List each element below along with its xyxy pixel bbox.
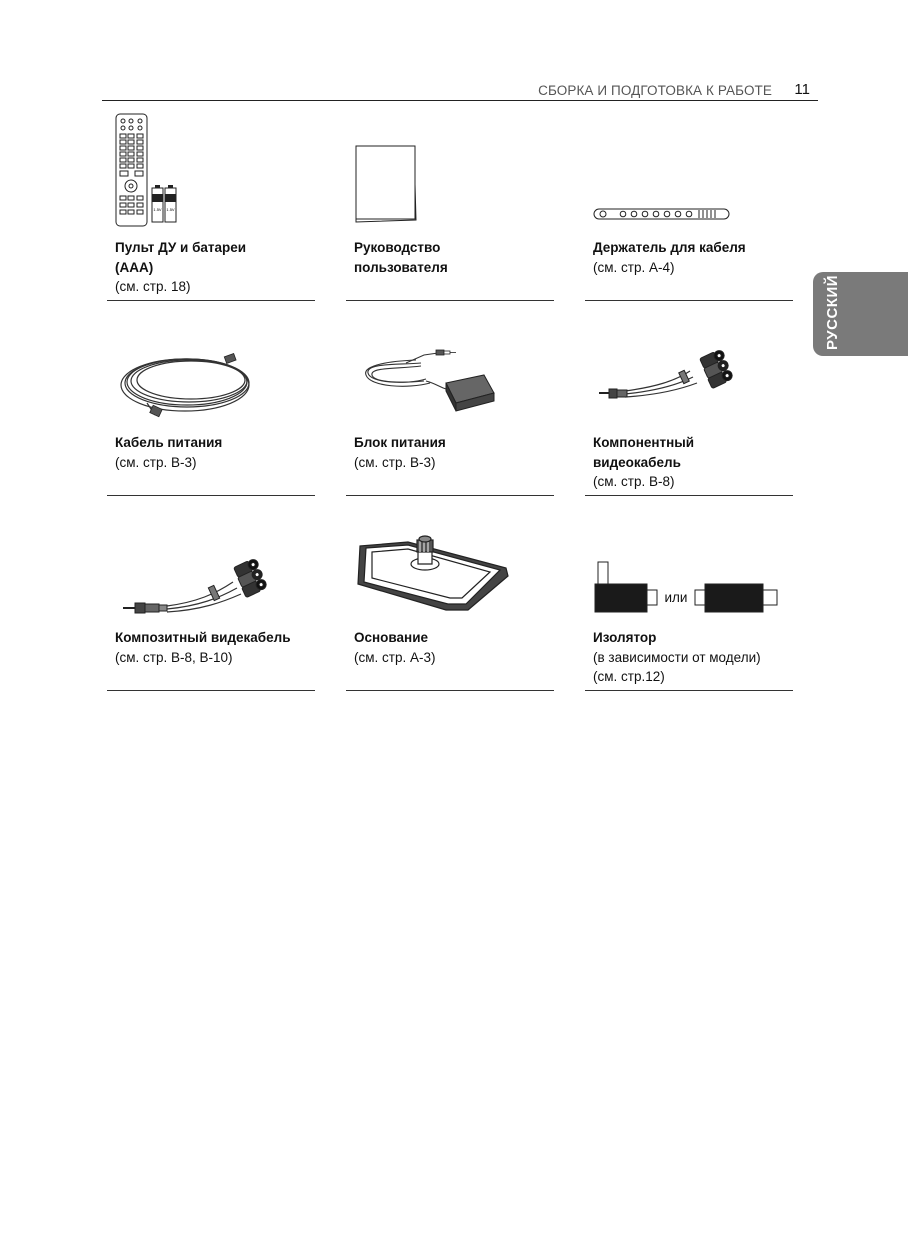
item-reference: (см. стр.12) xyxy=(593,669,665,684)
item-isolator xyxy=(585,498,793,692)
divider xyxy=(346,690,554,691)
item-reference: (см. стр. B-3) xyxy=(354,454,436,470)
item-caption xyxy=(115,238,246,297)
battery-label: 1.5V xyxy=(166,207,175,212)
stand-base-illustration xyxy=(346,498,554,623)
composite-cable-illustration xyxy=(107,498,315,623)
item-caption xyxy=(354,433,446,472)
item-composite-cable xyxy=(107,498,315,692)
divider xyxy=(585,495,793,496)
item-reference: (см. стр. A-3) xyxy=(354,649,436,665)
power-adapter-illustration xyxy=(346,303,554,428)
item-reference: (см. стр. A-4) xyxy=(593,259,675,275)
divider xyxy=(346,495,554,496)
divider xyxy=(346,300,554,301)
item-title: Держатель для кабеля xyxy=(593,240,746,255)
item-title: пользователя xyxy=(354,259,448,275)
item-title: Пульт ДУ и батареи xyxy=(115,240,247,255)
item-caption xyxy=(593,433,694,492)
divider xyxy=(585,300,793,301)
item-caption xyxy=(593,628,761,687)
divider xyxy=(107,495,315,496)
item-stand-base xyxy=(346,498,554,692)
isolator-illustration xyxy=(585,498,793,623)
item-title: (AAA) xyxy=(115,259,154,275)
item-reference: (см. стр. 18) xyxy=(115,279,191,294)
batteries-illustration xyxy=(152,185,176,222)
item-caption xyxy=(593,238,746,277)
divider xyxy=(107,300,315,301)
item-power-adapter xyxy=(346,303,554,497)
remote-control-illustration xyxy=(107,108,315,228)
item-cable-holder xyxy=(585,108,793,302)
divider xyxy=(585,690,793,691)
item-caption xyxy=(115,628,291,667)
item-user-manual xyxy=(346,108,554,302)
item-caption xyxy=(115,433,222,472)
power-cable-illustration xyxy=(107,303,315,428)
page-header xyxy=(102,80,818,101)
item-title: Руководство xyxy=(354,240,441,255)
battery-label: 1.5V xyxy=(153,207,162,212)
item-title: видеокабель xyxy=(593,454,681,470)
item-reference: (в зависимости от модели) xyxy=(593,649,761,665)
section-title: СБОРКА И ПОДГОТОВКА К РАБОТЕ xyxy=(538,83,772,98)
page-number: 11 xyxy=(794,81,810,98)
item-reference: (см. стр. B-3) xyxy=(115,454,197,470)
divider xyxy=(107,690,315,691)
item-title: Композитный видекабель xyxy=(115,630,291,645)
item-reference: (см. стр. B-8, B-10) xyxy=(115,649,233,665)
item-power-cable xyxy=(107,303,315,497)
manual-illustration xyxy=(346,108,554,228)
item-remote-control xyxy=(107,108,315,302)
item-title: Кабель питания xyxy=(115,435,223,450)
item-caption xyxy=(354,628,435,667)
item-title: Основание xyxy=(354,630,428,645)
item-title: Изолятор xyxy=(593,630,657,645)
item-title: Блок питания xyxy=(354,435,446,450)
item-reference: (см. стр. B-8) xyxy=(593,474,675,489)
or-label: или xyxy=(664,590,688,605)
cable-holder-illustration xyxy=(585,108,793,228)
component-cable-illustration xyxy=(585,303,793,428)
item-caption xyxy=(354,238,448,277)
item-title: Компонентный xyxy=(593,435,695,450)
language-tab[interactable] xyxy=(813,272,908,356)
language-tab-label: РУССКИЙ xyxy=(824,274,841,350)
item-component-cable xyxy=(585,303,793,497)
